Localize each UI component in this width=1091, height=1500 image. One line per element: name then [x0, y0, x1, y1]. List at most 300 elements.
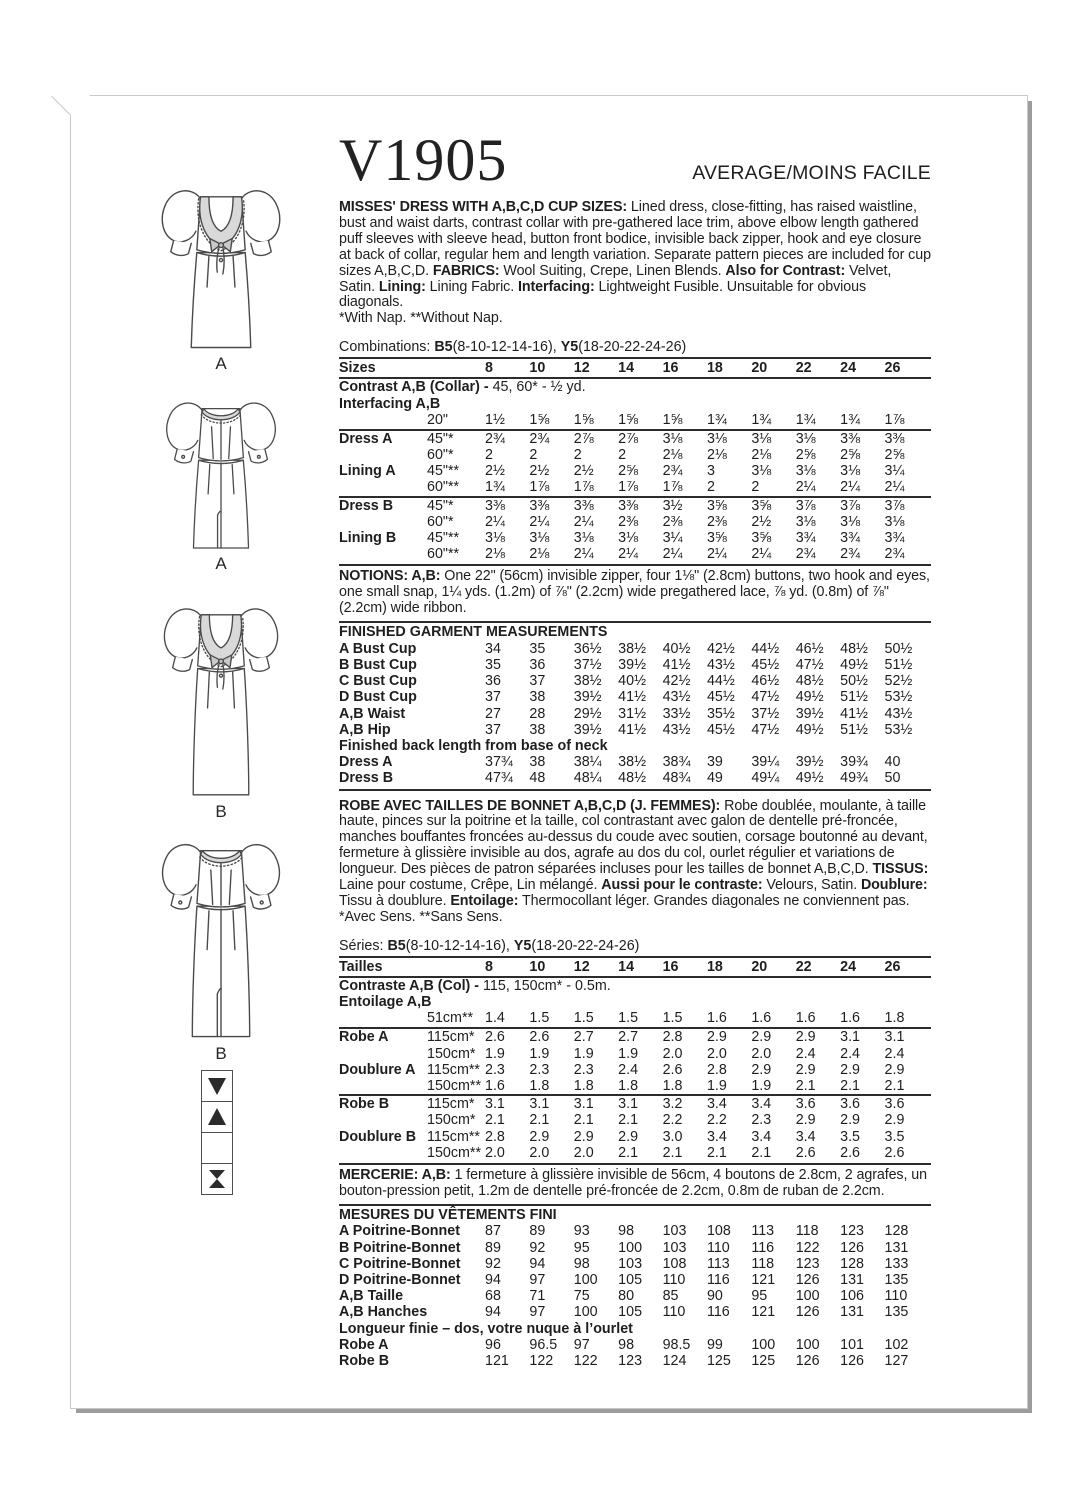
- value-cell: 1¾: [840, 411, 860, 428]
- value-cell: 125: [706, 1352, 731, 1369]
- value-cell: 3⅛: [662, 430, 683, 447]
- table-row: [339, 496, 931, 514]
- value-cell: 2.1: [884, 1077, 905, 1094]
- value-cell: 53½: [884, 689, 913, 706]
- value-cell: 2⅜: [706, 513, 727, 530]
- tailles-header: [339, 956, 931, 978]
- value-cell: 116: [706, 1304, 730, 1321]
- table-header-row: [339, 360, 931, 376]
- dress-a-front-illustration: [145, 168, 297, 373]
- table-row: [339, 1129, 931, 1145]
- mesures-rows: [339, 1223, 931, 1369]
- value-cell: 10: [529, 360, 546, 377]
- value-cell: 3⅞: [840, 497, 860, 514]
- value-cell: 2¾: [795, 546, 816, 563]
- value-cell: 2.9: [840, 1061, 860, 1078]
- content-column: [339, 127, 931, 1369]
- value-cell: 3⅛: [529, 530, 550, 547]
- value-cell: 75: [573, 1288, 590, 1305]
- value-cell: 2¼: [795, 479, 816, 496]
- value-cell: 2½: [529, 463, 550, 480]
- value-cell: 2.0: [485, 1144, 505, 1161]
- value-cell: 90: [706, 1288, 723, 1305]
- value-cell: 41½: [618, 689, 646, 706]
- value-cell: 124: [662, 1352, 687, 1369]
- row-label: [339, 546, 427, 562]
- contraste-metrage-line: Contraste A,B (Col) - 115, 150cm* - 0.5m.: [339, 977, 611, 994]
- value-cell: 45½: [706, 689, 735, 706]
- value-cell: 20: [751, 360, 768, 377]
- value-cell: 96.5: [529, 1336, 558, 1353]
- value-cell: 1.9: [751, 1077, 772, 1094]
- value-cell: 51½: [840, 721, 868, 738]
- measurement-row: [339, 1288, 931, 1304]
- value-cell: 2¼: [573, 513, 594, 530]
- value-cell: 126: [840, 1239, 864, 1256]
- sizes-header: [339, 357, 931, 379]
- value-cell: 100: [751, 1336, 776, 1353]
- value-cell: 3⅛: [618, 530, 639, 547]
- value-cell: 2⅛: [706, 447, 727, 464]
- value-cell: 2.9: [529, 1128, 550, 1145]
- row-label: B Bust Cup: [339, 656, 417, 673]
- row-label: Dress A: [339, 754, 393, 771]
- value-cell: 40½: [618, 673, 646, 690]
- value-cell: 1¾: [751, 411, 772, 428]
- value-cell: 16: [662, 360, 679, 377]
- value-cell: 38½: [618, 640, 646, 657]
- value-cell: 39½: [573, 689, 602, 706]
- mesures-title: MESURES DU VÊTEMENTS FINI: [339, 1204, 931, 1224]
- value-cell: 48¼: [573, 770, 602, 787]
- value-cell: 2⅛: [662, 447, 683, 464]
- value-cell: 51½: [840, 689, 868, 706]
- value-cell: 94: [485, 1271, 501, 1288]
- size-header-label: Tailles: [339, 958, 383, 975]
- value-cell: 2.0: [706, 1045, 727, 1062]
- value-cell: 51½: [884, 656, 913, 673]
- value-cell: 3: [706, 463, 715, 480]
- value-cell: 3.0: [662, 1128, 683, 1145]
- value-cell: 2.0: [529, 1144, 550, 1161]
- value-cell: 48¾: [662, 770, 691, 787]
- value-cell: 110: [662, 1271, 686, 1288]
- value-cell: 29½: [573, 705, 602, 722]
- value-cell: 3⅛: [485, 530, 505, 547]
- measurement-row: [339, 689, 931, 705]
- value-cell: 3⅜: [884, 430, 905, 447]
- value-cell: 3⅝: [751, 530, 772, 547]
- value-cell: 2.9: [618, 1128, 639, 1145]
- value-cell: 2.1: [485, 1112, 505, 1129]
- value-cell: 2.1: [795, 1077, 816, 1094]
- row-label: Robe A: [339, 1029, 389, 1046]
- value-cell: 46½: [795, 640, 824, 657]
- value-cell: 128: [840, 1255, 864, 1272]
- value-cell: 1.5: [662, 1010, 683, 1027]
- value-cell: 1.8: [618, 1077, 639, 1094]
- fabric-width: 51cm**: [427, 1010, 474, 1027]
- value-cell: 41½: [618, 721, 646, 738]
- value-cell: 39¼: [751, 754, 780, 771]
- value-cell: 122: [529, 1352, 554, 1369]
- fabric-width: 150cm**: [427, 1144, 482, 1161]
- value-cell: 3¾: [840, 530, 860, 547]
- value-cell: 2.0: [662, 1045, 683, 1062]
- value-cell: 97: [529, 1304, 546, 1321]
- value-cell: 113: [751, 1223, 775, 1240]
- value-cell: 2.2: [662, 1112, 683, 1129]
- value-cell: 105: [618, 1271, 643, 1288]
- fabric-width: 45"*: [427, 497, 454, 514]
- measurement-row: [339, 1272, 931, 1288]
- value-cell: 36: [485, 673, 501, 690]
- table-row: [339, 447, 931, 463]
- triangle-up-icon: [201, 1101, 233, 1133]
- row-label: C Poitrine-Bonnet: [339, 1255, 461, 1272]
- row-label: A,B Hanches: [339, 1304, 428, 1321]
- value-cell: 42½: [662, 673, 691, 690]
- value-cell: 38: [529, 754, 546, 771]
- row-label: Doublure A: [339, 1061, 416, 1078]
- value-cell: 38: [529, 689, 546, 706]
- value-cell: 121: [485, 1352, 509, 1369]
- value-cell: 3⅛: [795, 463, 816, 480]
- value-cell: 45½: [751, 656, 780, 673]
- dress-front-drawing: [146, 587, 296, 802]
- row-label: Lining A: [339, 463, 396, 480]
- value-cell: 99: [706, 1336, 723, 1353]
- row-label: [339, 447, 427, 463]
- value-cell: 49¼: [751, 770, 780, 787]
- value-cell: 2.6: [840, 1144, 860, 1161]
- fabric-width: 20": [427, 411, 448, 428]
- value-cell: 53½: [884, 721, 913, 738]
- table-row: [339, 1145, 931, 1161]
- value-cell: 100: [573, 1271, 598, 1288]
- value-cell: 49¾: [840, 770, 868, 787]
- value-cell: 27: [485, 705, 501, 722]
- value-cell: 3.1: [529, 1096, 550, 1113]
- value-cell: 2.9: [884, 1112, 905, 1129]
- value-cell: 103: [662, 1223, 687, 1240]
- fabric-width: 60"*: [427, 447, 454, 464]
- interfacing-line: Interfacing A,B: [339, 395, 441, 412]
- metrage-table-fr: [339, 956, 931, 1165]
- value-cell: 98: [618, 1336, 635, 1353]
- value-cell: 3¾: [795, 530, 816, 547]
- value-cell: 95: [751, 1288, 768, 1305]
- value-cell: 2⅝: [884, 447, 905, 464]
- value-cell: 93: [573, 1223, 590, 1240]
- measurement-row: [339, 1240, 931, 1256]
- value-cell: 47½: [751, 721, 780, 738]
- value-cell: 2½: [751, 513, 772, 530]
- value-cell: 89: [485, 1239, 501, 1256]
- value-cell: 3⅛: [706, 430, 727, 447]
- value-cell: 34: [485, 640, 501, 657]
- value-cell: 35½: [706, 705, 735, 722]
- difficulty-rating: AVERAGE/MOINS FACILE: [692, 162, 931, 184]
- fabric-width: 115cm**: [427, 1128, 480, 1145]
- row-label: Lining B: [339, 530, 397, 547]
- measurement-row: [339, 754, 931, 770]
- value-cell: 35: [485, 656, 501, 673]
- value-cell: 3.2: [662, 1096, 683, 1113]
- dress-a-back-illustration: [145, 382, 297, 573]
- value-cell: 2: [706, 479, 715, 496]
- value-cell: 98.5: [662, 1336, 691, 1353]
- value-cell: 2.7: [573, 1029, 594, 1046]
- value-cell: 3.4: [751, 1096, 772, 1113]
- tissu-rows: [339, 1029, 931, 1165]
- value-cell: 131: [884, 1239, 909, 1256]
- value-cell: 1.6: [795, 1010, 816, 1027]
- measurement-row: [339, 1223, 931, 1239]
- row-label: Robe B: [339, 1352, 390, 1369]
- value-cell: 2.9: [706, 1029, 727, 1046]
- value-cell: 2.9: [884, 1061, 905, 1078]
- value-cell: 38: [529, 721, 546, 738]
- value-cell: 37½: [573, 656, 602, 673]
- value-cell: 48½: [618, 770, 646, 787]
- value-cell: 98: [618, 1223, 635, 1240]
- value-cell: 49: [706, 770, 723, 787]
- table-row: [339, 412, 931, 428]
- value-cell: 2.4: [795, 1045, 816, 1062]
- value-cell: 103: [618, 1255, 643, 1272]
- value-cell: 3⅛: [884, 513, 905, 530]
- row-label: Finished back length from base of neck: [339, 737, 608, 754]
- value-cell: 108: [662, 1255, 687, 1272]
- value-cell: 1½: [485, 411, 505, 428]
- finished-measurements-fr: [339, 1204, 931, 1369]
- value-cell: 85: [662, 1288, 679, 1305]
- value-cell: 1⅞: [618, 479, 639, 496]
- row-label: Dress B: [339, 770, 394, 787]
- row-label: A Poitrine-Bonnet: [339, 1223, 460, 1240]
- value-cell: 92: [529, 1239, 546, 1256]
- value-cell: 39½: [795, 754, 824, 771]
- value-cell: 1.6: [706, 1010, 727, 1027]
- value-cell: 36½: [573, 640, 602, 657]
- entoilage-line: Entoilage A,B: [339, 994, 432, 1011]
- row-label: D Bust Cup: [339, 689, 417, 706]
- value-cell: 116: [706, 1271, 730, 1288]
- fabric-width: 60"**: [427, 479, 460, 496]
- value-cell: 49½: [795, 721, 824, 738]
- value-cell: 3⅛: [795, 430, 816, 447]
- value-cell: 39: [706, 754, 723, 771]
- fabric-rows: [339, 431, 931, 567]
- value-cell: 2¼: [840, 479, 860, 496]
- value-cell: 38¼: [573, 754, 602, 771]
- value-cell: 3¾: [884, 530, 905, 547]
- value-cell: 2.9: [751, 1029, 772, 1046]
- value-cell: 2: [751, 479, 760, 496]
- value-cell: 1.8: [529, 1077, 550, 1094]
- table-row: [339, 431, 931, 447]
- row-label: Dress A: [339, 430, 393, 447]
- value-cell: 2.9: [751, 1061, 772, 1078]
- value-cell: 8: [485, 360, 493, 377]
- value-cell: 2.6: [884, 1144, 905, 1161]
- measurement-row: [339, 770, 931, 786]
- value-cell: 2¾: [529, 430, 550, 447]
- value-cell: 135: [884, 1304, 909, 1321]
- value-cell: 20: [751, 958, 768, 975]
- value-cell: 2⅛: [751, 447, 772, 464]
- row-label: C Bust Cup: [339, 673, 417, 690]
- value-cell: 39½: [573, 721, 602, 738]
- value-cell: 3.4: [706, 1096, 727, 1113]
- value-cell: 123: [618, 1352, 643, 1369]
- value-cell: 126: [795, 1304, 820, 1321]
- value-cell: 41½: [840, 705, 868, 722]
- value-cell: 100: [573, 1304, 598, 1321]
- fabric-width: 45"*: [427, 430, 454, 447]
- value-cell: 2.6: [485, 1029, 505, 1046]
- value-cell: 43½: [662, 721, 691, 738]
- value-cell: 128: [884, 1223, 909, 1240]
- measurement-row: [339, 706, 931, 722]
- row-label: A,B Waist: [339, 705, 406, 722]
- value-cell: 71: [529, 1288, 546, 1305]
- value-cell: 49½: [795, 689, 824, 706]
- value-cell: 3⅜: [529, 497, 550, 514]
- value-cell: 1.9: [706, 1077, 727, 1094]
- interfacing-rows: [339, 412, 931, 431]
- value-cell: 47¾: [485, 770, 513, 787]
- value-cell: 2: [573, 447, 582, 464]
- value-cell: 2.1: [529, 1112, 550, 1129]
- value-cell: 44½: [751, 640, 780, 657]
- value-cell: 3½: [662, 497, 683, 514]
- value-cell: 38½: [618, 754, 646, 771]
- value-cell: 2¼: [662, 546, 683, 563]
- fabric-width: 115cm*: [427, 1096, 475, 1113]
- value-cell: 1⅝: [529, 411, 550, 428]
- value-cell: 38½: [573, 673, 602, 690]
- value-cell: 110: [706, 1239, 730, 1256]
- value-cell: 18: [706, 958, 723, 975]
- row-label: A Bust Cup: [339, 640, 417, 657]
- value-cell: 2¼: [485, 513, 505, 530]
- value-cell: 3.4: [706, 1128, 727, 1145]
- value-cell: 2⅜: [662, 513, 683, 530]
- table-row: [339, 546, 931, 562]
- value-cell: 97: [573, 1336, 590, 1353]
- value-cell: 2¾: [840, 546, 860, 563]
- value-cell: 2.3: [751, 1112, 772, 1129]
- value-cell: 2.0: [751, 1045, 772, 1062]
- value-cell: 2½: [485, 463, 505, 480]
- row-label: B Poitrine-Bonnet: [339, 1239, 461, 1256]
- table-row: [339, 479, 931, 495]
- value-cell: 2: [485, 447, 493, 464]
- value-cell: 122: [795, 1239, 820, 1256]
- row-label: [339, 1078, 427, 1094]
- value-cell: 121: [751, 1271, 776, 1288]
- value-cell: 24: [840, 958, 857, 975]
- value-cell: 3.6: [840, 1096, 860, 1113]
- value-cell: 44½: [706, 673, 735, 690]
- value-cell: 3⅜: [618, 497, 639, 514]
- value-cell: 125: [751, 1352, 776, 1369]
- value-cell: 110: [662, 1304, 686, 1321]
- value-cell: 87: [485, 1223, 501, 1240]
- value-cell: 2.4: [884, 1045, 905, 1062]
- value-cell: 1¾: [485, 479, 505, 496]
- value-cell: 1¾: [706, 411, 727, 428]
- series-line: Séries: B5(8-10-12-14-16), Y5(18-20-22-24-26): [339, 937, 640, 954]
- value-cell: 38¾: [662, 754, 691, 771]
- value-cell: 2¼: [751, 546, 772, 563]
- value-cell: 3⅛: [840, 513, 860, 530]
- value-cell: 42½: [706, 640, 735, 657]
- description-fr: ROBE AVEC TAILLES DE BONNET A,B,C,D (J. FEMMES): Robe doublée, moulante, à taille haute, pinces sur la poitrine et la taille, col contrastant avec galon de dentelle pré-froncée, manches bouffantes froncées au-dessus du coude avec soutien, corsage boutonné au devant, fermeture à glissière invisible au dos, agrafe au dos du col, ourlet régulier et variations de longueur. Des pièces de patron séparées incluses pour les tailles de bonnet A,B,C,D. TISSUS: Laine pour costume, Crêpe, Lin mélangé. Aussi pour le contraste: Velours, Satin. Doublure: Tissu à doublure. Entoilage: Thermocollant léger. Grandes diagonales ne conviennent pas.: [339, 797, 929, 909]
- value-cell: 2.4: [840, 1045, 860, 1062]
- value-cell: 50½: [884, 640, 913, 657]
- value-cell: 2.8: [485, 1128, 505, 1145]
- value-cell: 101: [840, 1336, 864, 1353]
- value-cell: 47½: [795, 656, 824, 673]
- value-cell: 1.6: [751, 1010, 772, 1027]
- header: [339, 127, 931, 193]
- value-cell: 3⅜: [573, 497, 594, 514]
- value-cell: 103: [662, 1239, 687, 1256]
- fabric-width: 115cm*: [427, 1029, 475, 1046]
- row-label: Dress B: [339, 497, 394, 514]
- value-cell: 121: [751, 1304, 776, 1321]
- value-cell: 2¾: [662, 463, 683, 480]
- value-cell: 3⅛: [795, 513, 816, 530]
- value-cell: 2⅝: [840, 447, 860, 464]
- value-cell: 2: [618, 447, 627, 464]
- value-cell: 22: [795, 360, 812, 377]
- value-cell: 2.1: [618, 1144, 639, 1161]
- finished-measurements-en: [339, 621, 931, 790]
- measurement-row: [339, 1353, 931, 1369]
- value-cell: 1⅝: [618, 411, 639, 428]
- value-cell: 14: [618, 360, 635, 377]
- table-row: [339, 1078, 931, 1094]
- fabric-width: 150cm**: [427, 1077, 482, 1094]
- notions-paragraph: NOTIONS: A,B: One 22" (56cm) invisible zipper, four 1⅛" (2.8cm) buttons, two hook and eyes, one small snap, 1¼ yds. (1.2m) of ⅞" (2.2cm) wide pregathered lace, ⅞ yd. (0.8m) of ⅞" (2.2cm) wide ribbon.: [339, 568, 930, 617]
- value-cell: 122: [573, 1352, 598, 1369]
- value-cell: 2¼: [529, 513, 550, 530]
- pattern-number: V1905: [339, 127, 508, 193]
- row-label: [339, 412, 427, 428]
- value-cell: 52½: [884, 673, 913, 690]
- value-cell: 37: [485, 689, 501, 706]
- description-en: MISSES' DRESS WITH A,B,C,D CUP SIZES: Lined dress, close-fitting, has raised waistline, bust and waist darts, contrast collar with pre-gathered lace trim, above elbow length gathered puff sleeves with sleeve head, button front bodice, invisible back zipper, hook and eye closure at back of collar, regular hem and length variation. Separate pattern pieces are included for cup sizes A,B,C,D. FABRICS: Wool Suiting, Crepe, Linen Blends. Also for Contrast: Velvet, Satin. Lining: Lining Fabric. Interfacing: Lightweight Fusible. Unsuitable for obvious diagonals.: [339, 199, 931, 311]
- value-cell: 35: [529, 640, 546, 657]
- fgm-title: FINISHED GARMENT MEASUREMENTS: [339, 621, 931, 641]
- row-label: [339, 479, 427, 495]
- measurement-row: [339, 673, 931, 689]
- value-cell: 92: [485, 1255, 501, 1272]
- value-cell: 97: [529, 1271, 546, 1288]
- value-cell: 45½: [706, 721, 735, 738]
- row-label: [339, 1010, 427, 1026]
- value-cell: 2.9: [795, 1029, 816, 1046]
- value-cell: 39¾: [840, 754, 868, 771]
- table-row: [339, 1094, 931, 1112]
- value-cell: 26: [884, 360, 901, 377]
- value-cell: 3⅝: [706, 530, 727, 547]
- value-cell: 3.5: [884, 1128, 905, 1145]
